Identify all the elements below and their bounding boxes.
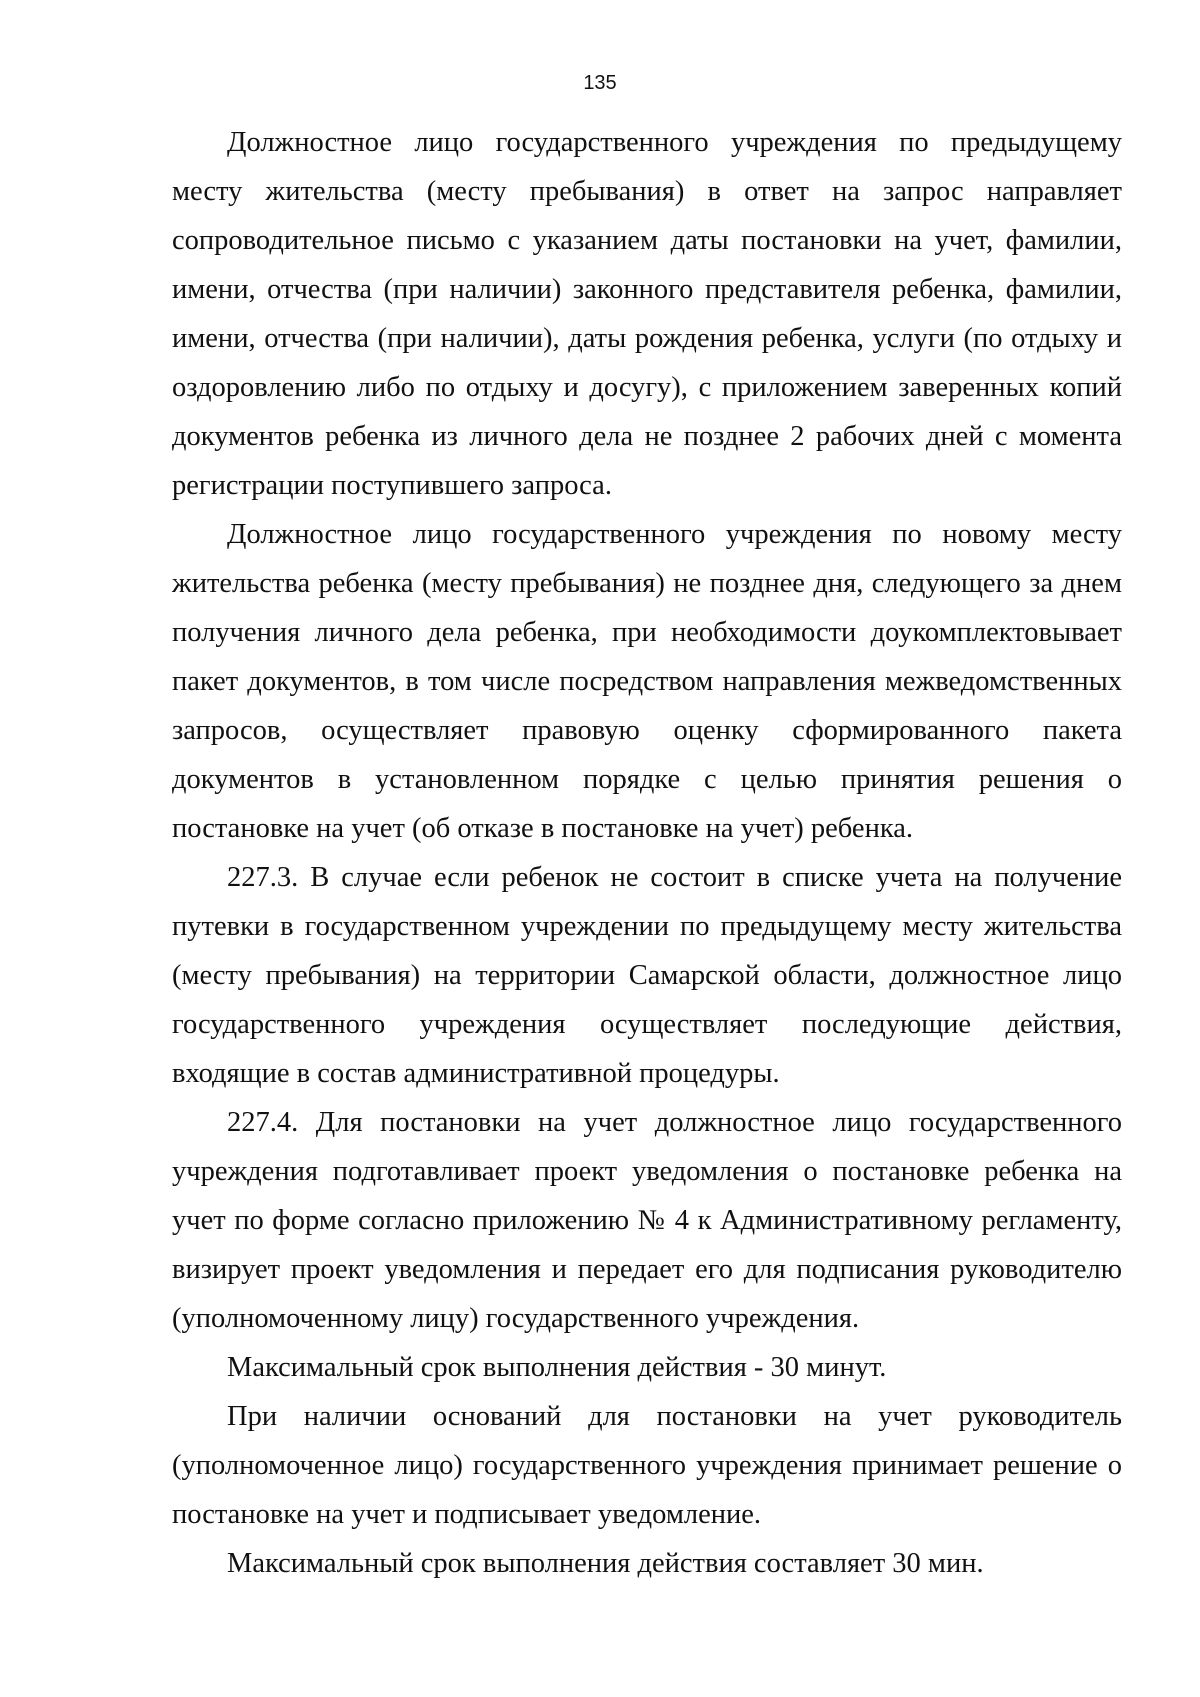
- paragraph-decision-registration: При наличии оснований для постановки на учет руководитель (уполномоченное лицо) государственного учреждения принимает решение о постановке на учет и подписывает уведомление.: [172, 1401, 1122, 1530]
- page-number: 135: [583, 72, 617, 94]
- paragraph-227-4: 227.4. Для постановки на учет должностное лицо государственного учреждения подготавливает проект уведомления о постановке ребенка на учет по форме согласно приложению № 4 к Административному регламенту, визирует проект уведомления и передает его для подписания руководителю (уполномоченному лицу) государственного учреждения.: [172, 1107, 1122, 1334]
- paragraph-previous-residence-response: Должностное лицо государственного учреждения по предыдущему месту жительства (месту пребывания) в ответ на запрос направляет сопроводительное письмо с указанием даты постановки на учет, фамилии, имени, отчества (при наличии) законного представителя ребенка, фамилии, имени, отчества (при наличии), даты рождения ребенка, услуги (по отдыху и оздоровлению либо по отдыху и досугу), с приложением заверенных копий документов ребенка из личного дела не позднее 2 рабочих дней с момента регистрации поступившего запроса.: [172, 127, 1122, 501]
- paragraph-max-time-30-minutes: Максимальный срок выполнения действия - 30 минут.: [227, 1352, 887, 1383]
- paragraph-227-3: 227.3. В случае если ребенок не состоит в списке учета на получение путевки в государственном учреждении по предыдущему месту жительства (месту пребывания) на территории Самарской области, должностное лицо государственного учреждения осуществляет последующие действия, входящие в состав административной процедуры.: [172, 862, 1122, 1089]
- paragraph-max-time-30-min: Максимальный срок выполнения действия составляет 30 мин.: [227, 1548, 984, 1579]
- document-body: [172, 118, 1122, 1588]
- paragraph-new-residence-review: Должностное лицо государственного учреждения по новому месту жительства ребенка (месту пребывания) не позднее дня, следующего за днем получения личного дела ребенка, при необходимости доукомплектовывает пакет документов, в том числе посредством направления межведомственных запросов, осуществляет правовую оценку сформированного пакета документов в установленном порядке с целью принятия решения о постановке на учет (об отказе в постановке на учет) ребенка.: [172, 519, 1122, 844]
